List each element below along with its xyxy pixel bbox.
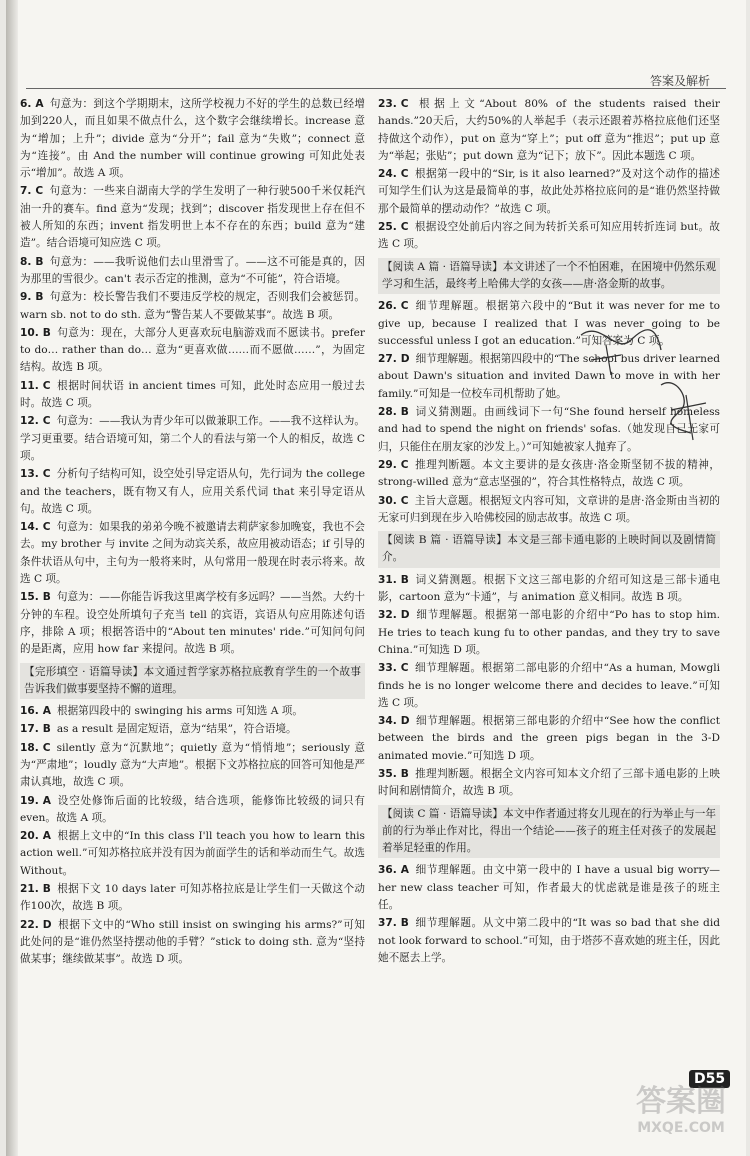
explanation-text: 细节理解题。由文中第一段中的 I have a usual big worry—her new class teacher 可知，作者最大的忧虑就是谁是孩子的班主任。	[378, 864, 720, 912]
explanation-text: 句意为：现在，大部分人更喜欢玩电脑游戏而不愿读书。prefer to do… rather than do… 意为“更喜欢做……而不愿做……”，为固定结构。故选 B 项。	[20, 326, 365, 374]
left-column	[20, 96, 365, 970]
question-number: 23.	[378, 98, 397, 110]
answer-letter: D	[400, 353, 410, 366]
explanation-text: 句意为：校长警告我们不要违反学校的规定，否则我们会被惩罚。warn sb. not to do sth. 意为“警告某人不要做某事”。故选 B 项。	[20, 291, 365, 321]
answer-letter: B	[400, 767, 409, 780]
answer-letter: B	[42, 326, 51, 339]
answer-item	[20, 96, 365, 182]
explanation-text: 主旨大意题。根据短文内容可知，文章讲的是唐·洛金斯由当初的无家可归到现在步入哈佛校园的励志故事。故选 C 项。	[378, 494, 720, 524]
question-number: 26.	[378, 300, 397, 313]
explanation-text: 词义猜测题。由画线词下一句“She found herself homeless and had to spend the night on friends' sofas.（她发现自己无家可归，只能住在朋友家的沙发上。）”可知她被家人抛弃了。	[378, 406, 720, 453]
explanation-text: 细节理解题。根据第一部电影的介绍中“Po has to stop him. He tries to teach kung fu to other pandas, and they try to save China.”可知选 D 项。	[378, 609, 720, 656]
explanation-text: 细节理解题。根据第二部电影的介绍中“As a human, Mowgli finds he is no longer welcome there and decides to leave.”可知选 C 项。	[378, 662, 720, 709]
explanation-text: 根据下文 10 days later 可知苏格拉底是让学生们一天做这个动作100次，故选 B 项。	[20, 883, 365, 913]
answer-letter: D	[400, 609, 410, 622]
answer-item	[20, 413, 365, 465]
explanation-text: 细节理解题。根据第四段中的“The school bus driver learned about Dawn's situation and invited Dawn to move in with her family.”可知是一位校车司机帮助了她。	[378, 353, 720, 400]
question-number: 14.	[20, 521, 39, 534]
question-number: 8.	[20, 255, 32, 268]
question-number: 18.	[20, 741, 39, 754]
explanation-text: 根据设空处前后内容之间为转折关系可知应用转折连词 but。故选 C 项。	[378, 221, 720, 251]
answer-item	[20, 703, 365, 720]
question-number: 28.	[378, 406, 397, 419]
answer-letter: A	[35, 98, 44, 110]
answer-item	[378, 660, 720, 712]
answer-item	[378, 457, 720, 492]
explanation-text: 细节理解题。根据第三部电影的介绍中“See how the conflict between the birds and the green pigs began in the 3-D animated movie.”可知选 D 项。	[378, 715, 720, 762]
header-title: 答案及解析	[649, 74, 710, 88]
page	[6, 0, 746, 1156]
answer-item	[20, 254, 365, 289]
answer-letter: C	[400, 494, 409, 507]
answer-item	[20, 466, 365, 518]
explanation-text: 根据上文中的“In this class I'll teach you how to learn this action well.”可知苏格拉底并没有因为前面学生的话和举动而生气。故选 Without。	[20, 830, 365, 877]
answer-letter: D	[42, 918, 52, 931]
question-number: 20.	[20, 830, 39, 843]
answer-item	[20, 828, 365, 880]
answer-item	[20, 289, 365, 324]
question-number: 32.	[378, 609, 397, 622]
question-number: 19.	[20, 794, 39, 807]
question-number: 36.	[378, 864, 397, 877]
answer-item	[20, 721, 365, 738]
answer-item	[20, 325, 365, 377]
question-number: 22.	[20, 918, 39, 931]
answer-item	[20, 519, 365, 588]
handwritten-scribble	[561, 315, 721, 445]
explanation-text: 推理判断题。根据全文内容可知本文介绍了三部卡通电影的上映时间和剧情简介，故选 B 项。	[378, 767, 720, 798]
question-number: 35.	[378, 767, 397, 780]
answer-letter: B	[400, 917, 409, 930]
question-number: 25.	[378, 221, 397, 234]
right-column	[378, 96, 720, 968]
answer-letter: D	[400, 715, 410, 728]
question-number: 21.	[20, 883, 39, 896]
answer-item	[20, 378, 365, 413]
answer-letter: C	[35, 185, 44, 198]
question-number: 6.	[20, 98, 32, 110]
answer-item	[378, 766, 720, 801]
explanation-text: 推理判断题。本文主要讲的是女孩唐·洛金斯坚韧不拔的精神，strong-willed 意为“意志坚强的”，符合其性格特点，故选 C 项。	[378, 458, 720, 489]
answer-letter: C	[400, 662, 409, 675]
answer-letter: B	[42, 883, 51, 896]
explanation-text: 分析句子结构可知，设空处引导定语从句，先行词为 the college and the teachers，既有物又有人，应用关系代词 that 来引导定语从句。故选 C 项。	[20, 468, 365, 515]
explanation-text: 设空处修饰后面的比较级，结合选项，能修饰比较级的词只有 even。故选 A 项。	[20, 794, 365, 824]
explanation-text: 句意为：——我听说他们去山里滑雪了。——这不可能是真的，因为那里的雪很少。can't 表示否定的推测，意为“不可能”，符合语境。	[20, 255, 365, 285]
question-number: 7.	[20, 185, 32, 198]
explanation-text: 句意为：——你能告诉我这里离学校有多远吗？——当然。大约十分钟的车程。设空处所填句子充当 tell 的宾语，宾语从句应用陈述句语序，排除 A 项；根据答语中的“About ten minutes' ride.”可知问句问的是距离，应用 how far 来提问。故选 B 项。	[20, 591, 365, 656]
answer-item	[378, 493, 720, 528]
answer-item	[20, 740, 365, 792]
watermark-logo: 答案圈 MXQE.COM	[636, 1084, 726, 1136]
question-number: 17.	[20, 723, 39, 736]
explanation-text: 词义猜测题。根据下文这三部电影的介绍可知这是三部卡通电影，cartoon 意为“卡通”，与 animation 意义相同。故选 B 项。	[378, 573, 720, 604]
question-number: 15.	[20, 591, 39, 604]
explanation-text: 句意为：——我认为青少年可以做兼职工作。——我不这样认为。学习更重要。结合语境可知，第二个人的看法与第一个人的相反，故选 C 项。	[20, 415, 365, 462]
answer-letter: C	[42, 521, 51, 534]
answer-letter: C	[42, 379, 51, 392]
answer-item	[378, 607, 720, 659]
answer-item	[20, 793, 365, 828]
binding-gutter	[6, 0, 18, 1156]
answer-letter: B	[35, 291, 44, 304]
answer-item	[378, 96, 720, 165]
answer-letter: C	[400, 168, 409, 181]
section-intro: 【阅读 A 篇 · 语篇导读】本文讲述了一个不怕困难，在困境中仍然乐观学习和生活，最终考上哈佛大学的女孩——唐·洛金斯的故事。	[378, 258, 720, 295]
question-number: 13.	[20, 468, 39, 481]
answer-letter: B	[42, 723, 51, 736]
explanation-text: 细节理解题。根据第六段中的“But it was never for me to give up, because I realized that I was never going to be successful unless I got an education.”可知答案为 C 项。	[378, 300, 720, 347]
answer-item	[20, 881, 365, 916]
answer-letter: C	[400, 98, 409, 110]
answer-item	[378, 915, 720, 967]
section-intro: 【阅读 C 篇 · 语篇导读】本文中作者通过将女儿现在的行为举止与一年前的行为举止作对比，得出一个结论——孩子的班主任对孩子的发展起着举足轻重的作用。	[378, 805, 720, 859]
explanation-text: 根据时间状语 in ancient times 可知，此处时态应用一般过去时。故选 C 项。	[20, 379, 365, 410]
answer-item	[20, 589, 365, 658]
answer-item	[378, 572, 720, 607]
question-number: 9.	[20, 291, 32, 304]
question-number: 37.	[378, 917, 397, 930]
question-number: 16.	[20, 705, 39, 718]
question-number: 12.	[20, 415, 39, 428]
answer-letter: C	[42, 741, 51, 754]
explanation-text: 细节理解题。从文中第二段中的“It was so bad that she did not look forward to school.”可知，由于塔莎不喜欢她的班主任，因此她不愿去上学。	[378, 917, 720, 964]
explanation-text: 根据上文“About 80% of the students raised their hands.”20天后，大约50%的人举起手（表示还跟着苏格拉底他们还坚持做这个动作），put on 意为“穿上”；put off 意为“推迟”；put up 意为“举起；张贴”；put down 意为“记下；放下”。因此本题选 C 项。	[378, 98, 720, 162]
answer-item	[378, 219, 720, 254]
explanation-text: 句意为：到这个学期期末，这所学校视力不好的学生的总数已经增加到220人，而且如果不做点什么，这个数字会继续增长。increase 意为“增加；上升”；divide 意为“分开”；fail 意为“失败”；connect 意为“连接”。由 And the number will continue growing 可知此处表示“增加”。故选 A 项。	[20, 98, 365, 180]
answer-letter: B	[42, 591, 51, 604]
question-number: 34.	[378, 715, 397, 728]
answer-item	[378, 713, 720, 765]
question-number: 24.	[378, 168, 397, 181]
question-number: 30.	[378, 494, 397, 507]
answer-letter: C	[400, 221, 409, 234]
question-number: 33.	[378, 662, 397, 675]
section-intro: 【完形填空 · 语篇导读】本文通过哲学家苏格拉底教育学生的一个故事告诉我们做事要坚持不懈的道理。	[20, 663, 365, 700]
answer-letter: A	[42, 794, 51, 807]
question-number: 31.	[378, 573, 397, 586]
answer-letter: C	[400, 300, 409, 313]
answer-item	[20, 183, 365, 252]
answer-item	[20, 917, 365, 969]
explanation-text: 根据第一段中的“Sir, is it also learned?”及对这个动作的描述可知学生们认为这是最简单的事，故此处苏格拉底问的是“谁仍然坚持做那个最简单的摆动动作？”故选 C 项。	[378, 168, 720, 215]
answer-letter: C	[42, 468, 51, 481]
explanation-text: silently 意为“沉默地”；quietly 意为“悄悄地”；seriously 意为“严肃地”；loudly 意为“大声地”。根据下文苏格拉底的回答可知他是严肃认真地，故选 C 项。	[20, 741, 365, 789]
question-number: 10.	[20, 326, 39, 339]
explanation-text: as a result 是固定短语，意为“结果”，符合语境。	[56, 723, 297, 736]
question-number: 29.	[378, 458, 397, 471]
explanation-text: 根据下文中的“Who still insist on swinging his arms?”可知此处问的是“谁仍然坚持摆动他的手臂？”stick to doing sth. 意为“坚持做某事；继续做某事”。故选 D 项。	[20, 918, 365, 966]
answer-letter: A	[400, 864, 409, 877]
answer-letter: B	[35, 255, 44, 268]
answer-letter: B	[400, 573, 409, 586]
answer-letter: B	[400, 406, 409, 419]
section-intro: 【阅读 B 篇 · 语篇导读】本文是三部卡通电影的上映时间以及剧情简介。	[378, 531, 720, 568]
explanation-text: 根据第四段中的 swinging his arms 可知选 A 项。	[56, 705, 303, 718]
question-number: 11.	[20, 379, 39, 392]
explanation-text: 句意为：一些来自湖南大学的学生发明了一种行驶500千米仅耗汽油一升的赛车。find 意为“发现；找到”；discover 指发现世上存在但不被人所知的东西；invent 指发明世上本不存在的东西；build 意为“建造”。结合语境可知应选 C 项。	[20, 185, 365, 250]
question-number: 27.	[378, 353, 397, 366]
answer-letter: A	[42, 705, 51, 718]
header-rule	[26, 88, 726, 89]
answer-letter: A	[42, 830, 51, 843]
answer-item	[378, 862, 720, 914]
answer-letter: C	[400, 458, 409, 471]
answer-item	[378, 166, 720, 218]
explanation-text: 句意为：如果我的弟弟今晚不被邀请去莉萨家参加晚宴，我也不会去。my brother 与 invite 之间为动宾关系，故应用被动语态；if 引导的条件状语从句中，主句为一般将来时，从句常用一般现在时表示将来。故选 C 项。	[20, 521, 365, 586]
page-number: D55	[689, 1070, 730, 1088]
answer-letter: C	[42, 415, 51, 428]
